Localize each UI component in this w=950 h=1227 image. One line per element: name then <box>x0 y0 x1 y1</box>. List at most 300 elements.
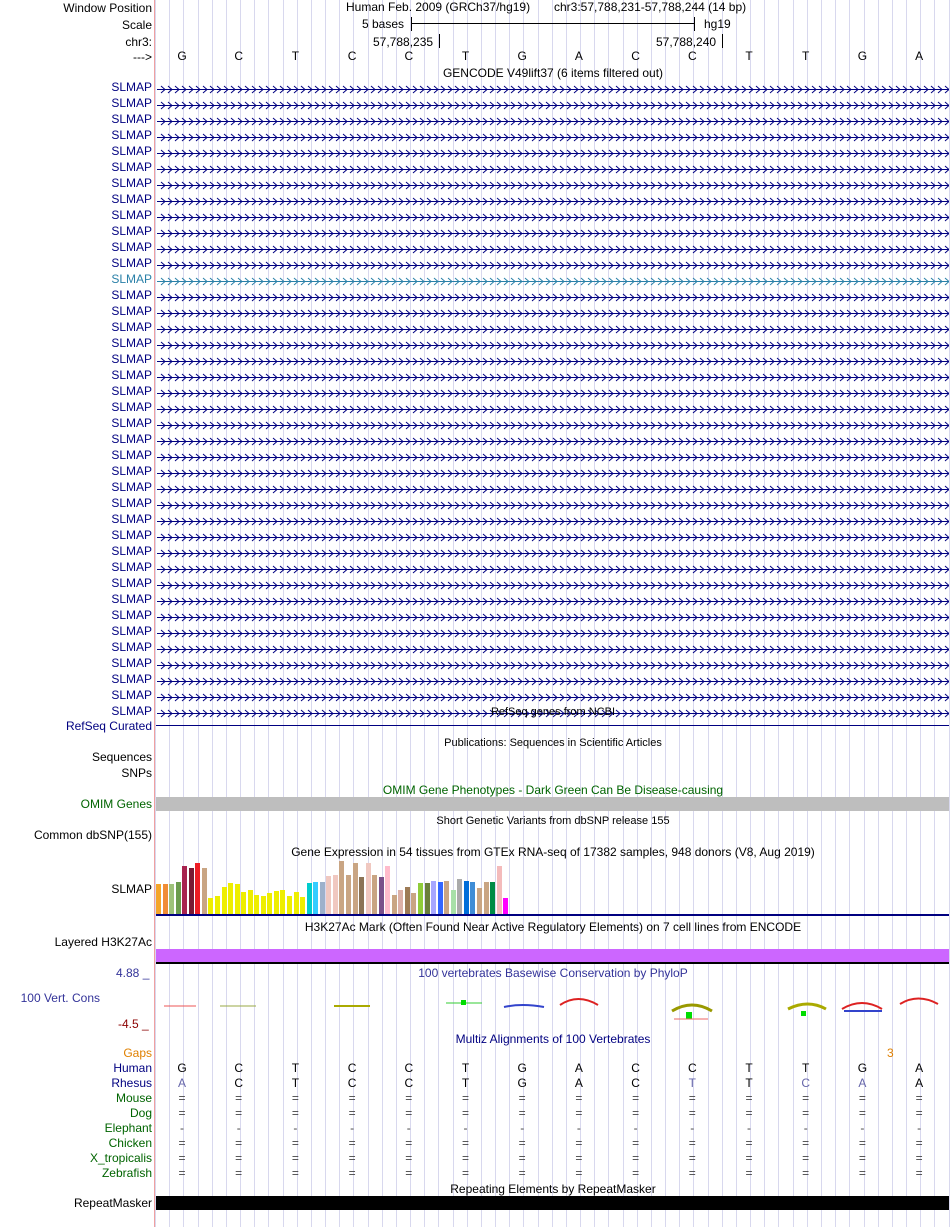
gencode-item-label[interactable]: SLMAP <box>111 464 152 478</box>
multiz-base: = <box>348 1106 356 1120</box>
multiz-base: = <box>802 1136 810 1150</box>
multiz-base: = <box>688 1151 696 1165</box>
multiz-base: - <box>917 1121 922 1135</box>
repeatmasker-label[interactable]: RepeatMasker <box>73 1196 152 1210</box>
gtex-tissue-bar[interactable] <box>339 861 344 914</box>
gencode-transcript[interactable] <box>157 163 949 172</box>
multiz-base: T <box>745 1076 753 1090</box>
multiz-base: = <box>575 1166 583 1180</box>
multiz-base: = <box>915 1106 923 1120</box>
gtex-tissue-bar[interactable] <box>189 868 194 914</box>
gencode-item-label[interactable]: SLMAP <box>111 304 152 318</box>
sequence-base: T <box>461 49 470 63</box>
sequence-base: T <box>745 49 753 63</box>
gencode-transcript[interactable] <box>157 435 949 444</box>
gtex-tissue-bar[interactable] <box>176 882 181 914</box>
multiz-track-title[interactable]: Multiz Alignments of 100 Vertebrates <box>455 1032 651 1046</box>
gtex-tissue-bar[interactable] <box>444 881 449 914</box>
gencode-item-label[interactable]: SLMAP <box>111 176 152 190</box>
multiz-base: = <box>348 1136 356 1150</box>
gaps-label[interactable]: Gaps <box>123 1046 152 1060</box>
gencode-item-label[interactable]: SLMAP <box>111 224 152 238</box>
gtex-tissue-bar[interactable] <box>405 887 410 914</box>
multiz-base: = <box>745 1091 753 1105</box>
multiz-base: = <box>461 1091 469 1105</box>
gencode-item-label[interactable]: SLMAP <box>111 560 152 574</box>
scale-bar <box>411 23 695 24</box>
gencode-item-label[interactable]: SLMAP <box>111 656 152 670</box>
cons-mark-5 <box>504 1005 544 1007</box>
gtex-tissue-bar[interactable] <box>215 896 220 914</box>
gencode-item-label[interactable]: SLMAP <box>111 624 152 638</box>
multiz-base: = <box>688 1136 696 1150</box>
multiz-base: C <box>404 1061 414 1075</box>
omim-bar[interactable] <box>156 797 949 811</box>
multiz-base: = <box>348 1151 356 1165</box>
multiz-base: - <box>350 1121 355 1135</box>
gencode-item-label[interactable]: SLMAP <box>111 112 152 126</box>
multiz-base: = <box>405 1166 413 1180</box>
gtex-tissue-bar[interactable] <box>497 866 502 914</box>
conservation-track-title[interactable]: 100 vertebrates Basewise Conservation by PhyloP <box>418 966 688 980</box>
cons-mark-7 <box>672 1005 712 1011</box>
h3k27ac-label[interactable]: Layered H3K27Ac <box>54 935 152 949</box>
multiz-base: T <box>688 1076 696 1090</box>
multiz-base: = <box>178 1106 186 1120</box>
gencode-item-label[interactable]: SLMAP <box>111 704 152 718</box>
sequence-base: T <box>291 49 300 63</box>
multiz-base: A <box>574 1076 583 1090</box>
multiz-base: T <box>291 1076 300 1090</box>
multiz-species-label[interactable]: Zebrafish <box>101 1166 152 1180</box>
gencode-transcript[interactable] <box>157 643 949 652</box>
gtex-tissue-bar[interactable] <box>333 875 338 914</box>
gencode-transcript[interactable] <box>157 83 949 92</box>
scale-text: 5 bases <box>362 17 405 31</box>
multiz-base: A <box>574 1061 583 1075</box>
multiz-base: = <box>802 1151 810 1165</box>
db-label: hg19 <box>704 17 731 31</box>
assembly-title: Human Feb. 2009 (GRCh37/hg19) <box>346 0 531 14</box>
gtex-bar-chart[interactable] <box>156 860 556 914</box>
multiz-base: G <box>857 1061 868 1075</box>
gtex-tissue-bar[interactable] <box>307 883 312 914</box>
gencode-item-label[interactable]: SLMAP <box>111 544 152 558</box>
multiz-base: = <box>461 1106 469 1120</box>
multiz-base: = <box>178 1091 186 1105</box>
multiz-base: - <box>690 1121 695 1135</box>
multiz-species-label[interactable]: Elephant <box>104 1121 152 1135</box>
multiz-base: = <box>915 1136 923 1150</box>
gtex-tissue-bar[interactable] <box>320 882 325 914</box>
multiz-base: = <box>178 1151 186 1165</box>
gencode-item-label[interactable]: SLMAP <box>111 688 152 702</box>
multiz-species-label[interactable]: Rhesus <box>111 1076 152 1090</box>
multiz-base: = <box>858 1106 866 1120</box>
gencode-transcript[interactable] <box>157 627 949 636</box>
gencode-transcript[interactable] <box>157 179 949 188</box>
multiz-base: - <box>860 1121 865 1135</box>
multiz-base: = <box>575 1091 583 1105</box>
repeatmasker-bar[interactable] <box>156 1196 949 1210</box>
gencode-transcript[interactable] <box>157 483 949 492</box>
gencode-item-label[interactable]: SLMAP <box>111 640 152 654</box>
gencode-item-label[interactable]: SLMAP <box>111 336 152 350</box>
multiz-base: = <box>518 1166 526 1180</box>
gtex-track-title[interactable]: Gene Expression in 54 tissues from GTEx RNA-seq of 17382 samples, 948 donors (V8, Aug 2019) <box>291 845 815 859</box>
multiz-base: A <box>858 1076 867 1090</box>
gtex-tissue-bar[interactable] <box>182 866 187 914</box>
multiz-base: T <box>461 1061 470 1075</box>
multiz-base: = <box>348 1091 356 1105</box>
gencode-item-label[interactable]: SLMAP <box>111 592 152 606</box>
multiz-base: = <box>405 1106 413 1120</box>
publications-snps-label[interactable]: SNPs <box>121 766 152 780</box>
gtex-tissue-bar[interactable] <box>326 876 331 914</box>
gtex-tissue-bar[interactable] <box>418 883 423 914</box>
gtex-tissue-bar[interactable] <box>195 863 200 914</box>
gtex-tissue-bar[interactable] <box>222 887 227 914</box>
gencode-transcript[interactable] <box>157 275 949 284</box>
multiz-base: = <box>688 1091 696 1105</box>
gencode-transcript[interactable] <box>157 307 949 316</box>
multiz-base: = <box>235 1106 243 1120</box>
gencode-item-label[interactable]: SLMAP <box>111 192 152 206</box>
scale-label: Scale <box>121 18 152 32</box>
gencode-transcript[interactable] <box>157 387 949 396</box>
gencode-transcript[interactable] <box>157 355 949 364</box>
multiz-base: - <box>747 1121 751 1135</box>
conservation-max: 4.88 _ <box>116 966 150 980</box>
gencode-item-label[interactable]: SLMAP <box>111 672 152 686</box>
cons-mark-7-dot <box>686 1012 692 1019</box>
multiz-base: = <box>235 1091 243 1105</box>
gencode-item-label[interactable]: SLMAP <box>111 96 152 110</box>
gencode-transcript[interactable] <box>157 451 949 460</box>
multiz-base: = <box>405 1151 413 1165</box>
gencode-item-label[interactable]: SLMAP <box>111 480 152 494</box>
multiz-base: = <box>802 1106 810 1120</box>
gencode-transcript[interactable] <box>157 147 949 156</box>
gencode-item-label[interactable]: SLMAP <box>111 352 152 366</box>
gencode-transcript[interactable] <box>157 195 949 204</box>
h3k27ac-track-title[interactable]: H3K27Ac Mark (Often Found Near Active Regulatory Elements) on 7 cell lines from ENCODE <box>304 920 802 934</box>
multiz-base: = <box>745 1166 753 1180</box>
sequence-base: C <box>687 49 697 63</box>
h3k27ac-signal[interactable] <box>156 949 949 962</box>
gencode-transcript[interactable] <box>157 611 949 620</box>
multiz-base: = <box>178 1166 186 1180</box>
gtex-tissue-bar[interactable] <box>274 891 279 914</box>
gencode-item-label[interactable]: SLMAP <box>111 448 152 462</box>
multiz-base: = <box>858 1091 866 1105</box>
gencode-transcript[interactable] <box>157 595 949 604</box>
gtex-tissue-bar[interactable] <box>169 884 174 914</box>
cons-mark-8 <box>788 1004 826 1009</box>
multiz-base: T <box>461 1076 470 1090</box>
omim-track-title[interactable]: OMIM Gene Phenotypes - Dark Green Can Be Disease-causing <box>382 783 724 797</box>
gencode-item-label[interactable]: SLMAP <box>111 368 152 382</box>
multiz-base: C <box>801 1076 811 1090</box>
multiz-base: C <box>687 1061 697 1075</box>
gtex-tissue-bar[interactable] <box>484 882 489 914</box>
gencode-item-label[interactable]: SLMAP <box>111 432 152 446</box>
gencode-track-title[interactable]: GENCODE V49lift37 (6 items filtered out) <box>442 66 664 80</box>
multiz-base: = <box>178 1136 186 1150</box>
gtex-tissue-bar[interactable] <box>294 892 299 914</box>
gencode-item-label[interactable]: SLMAP <box>111 160 152 174</box>
coord-left: 57,788,235 <box>373 35 434 49</box>
gencode-item-label[interactable]: SLMAP <box>111 608 152 622</box>
cons-mark-6 <box>560 999 598 1005</box>
gtex-tissue-bar[interactable] <box>353 863 358 914</box>
multiz-base: = <box>802 1166 810 1180</box>
multiz-base: = <box>688 1166 696 1180</box>
multiz-base: - <box>803 1121 808 1135</box>
publications-track-title[interactable]: Publications: Sequences in Scientific Articles <box>444 737 662 749</box>
multiz-base: G <box>177 1061 187 1075</box>
multiz-base: = <box>405 1091 413 1105</box>
gencode-item-label[interactable]: SLMAP <box>111 240 152 254</box>
sequence-base: A <box>915 49 924 63</box>
multiz-base: = <box>688 1106 696 1120</box>
gtex-tissue-bar[interactable] <box>208 898 213 914</box>
gtex-tissue-bar[interactable] <box>287 896 292 914</box>
multiz-base: = <box>858 1136 866 1150</box>
gtex-baseline <box>156 914 949 916</box>
gencode-transcript[interactable] <box>157 547 949 556</box>
gencode-transcript[interactable] <box>157 531 949 540</box>
gencode-transcript[interactable] <box>157 403 949 412</box>
dbsnp-label[interactable]: Common dbSNP(155) <box>33 828 152 842</box>
gencode-transcript[interactable] <box>157 339 949 348</box>
multiz-base: = <box>632 1091 640 1105</box>
multiz-species-label[interactable]: Chicken <box>108 1136 152 1150</box>
gencode-item-label[interactable]: SLMAP <box>111 384 152 398</box>
gencode-item-label[interactable]: SLMAP <box>111 288 152 302</box>
strand-arrow-label: ---> <box>133 50 152 64</box>
multiz-base: = <box>461 1151 469 1165</box>
gtex-tissue-bar[interactable] <box>241 892 246 914</box>
gencode-transcript[interactable] <box>157 515 949 524</box>
multiz-base: T <box>745 1061 753 1075</box>
gencode-item-label[interactable]: SLMAP <box>111 128 152 142</box>
gtex-tissue-bar[interactable] <box>451 890 456 914</box>
multiz-base: = <box>518 1106 526 1120</box>
multiz-base: = <box>291 1151 299 1165</box>
gtex-tissue-bar[interactable] <box>156 884 161 914</box>
gtex-tissue-bar[interactable] <box>477 888 482 914</box>
multiz-base: = <box>405 1136 413 1150</box>
multiz-base: C <box>234 1076 244 1090</box>
multiz-species-label[interactable]: X_tropicalis <box>89 1151 152 1165</box>
gencode-transcript[interactable] <box>157 579 949 588</box>
gencode-transcript[interactable] <box>157 99 949 108</box>
multiz-base: C <box>347 1076 357 1090</box>
gencode-transcript[interactable] <box>157 563 949 572</box>
multiz-base: C <box>404 1076 414 1090</box>
gtex-tissue-bar[interactable] <box>411 893 416 914</box>
multiz-base: = <box>235 1166 243 1180</box>
gtex-tissue-bar[interactable] <box>470 882 475 914</box>
multiz-base: = <box>745 1136 753 1150</box>
window-position-value: chr3:57,788,231-57,788,244 (14 bp) <box>554 0 747 14</box>
multiz-species-label[interactable]: Mouse <box>115 1091 152 1105</box>
gtex-tissue-bar[interactable] <box>359 877 364 914</box>
multiz-species-label[interactable]: Dog <box>129 1106 152 1120</box>
multiz-base: = <box>858 1151 866 1165</box>
gtex-tissue-bar[interactable] <box>261 896 266 914</box>
multiz-base: = <box>291 1091 299 1105</box>
gencode-transcript[interactable] <box>157 291 949 300</box>
gencode-transcript[interactable] <box>157 419 949 428</box>
refseq-line <box>156 725 949 726</box>
sequence-base: A <box>574 49 583 63</box>
gencode-transcript[interactable] <box>157 499 949 508</box>
gtex-tissue-bar[interactable] <box>438 882 443 914</box>
multiz-base: = <box>632 1151 640 1165</box>
sequence-base: G <box>517 49 527 63</box>
multiz-base: G <box>517 1061 527 1075</box>
gencode-transcript[interactable] <box>157 691 949 700</box>
gtex-tissue-bar[interactable] <box>163 884 168 914</box>
gtex-tissue-bar[interactable] <box>254 895 259 914</box>
coord-left-tick <box>439 34 440 48</box>
gtex-tissue-bar[interactable] <box>346 875 351 914</box>
sequence-base: C <box>234 49 244 63</box>
gencode-item-label[interactable]: SLMAP <box>111 208 152 222</box>
multiz-base: - <box>520 1121 525 1135</box>
gencode-item-label[interactable]: SLMAP <box>111 416 152 430</box>
gencode-item-label[interactable]: SLMAP <box>111 528 152 542</box>
multiz-base: C <box>234 1061 244 1075</box>
multiz-base: = <box>632 1136 640 1150</box>
multiz-base: - <box>463 1121 468 1135</box>
sequence-base: C <box>347 49 357 63</box>
refseq-label[interactable]: RefSeq Curated <box>65 719 152 733</box>
gencode-item-label[interactable]: SLMAP <box>111 320 152 334</box>
gtex-tissue-bar[interactable] <box>425 883 430 914</box>
gencode-item-label[interactable]: SLMAP <box>111 512 152 526</box>
gencode-item-label[interactable]: SLMAP <box>111 144 152 158</box>
multiz-base: C <box>631 1076 640 1090</box>
cons-mark-10 <box>900 999 938 1005</box>
multiz-species-label[interactable]: Human <box>113 1061 152 1075</box>
gencode-item-label[interactable]: SLMAP <box>111 496 152 510</box>
gencode-item-label[interactable]: SLMAP <box>111 576 152 590</box>
gencode-transcript[interactable] <box>157 371 949 380</box>
gencode-transcript[interactable] <box>157 227 949 236</box>
multiz-base: = <box>575 1151 583 1165</box>
cons-mark-4-dot <box>461 1000 466 1005</box>
multiz-base: = <box>518 1151 526 1165</box>
conservation-plot[interactable] <box>156 995 950 1025</box>
gencode-transcript[interactable] <box>157 211 949 220</box>
gtex-tissue-bar[interactable] <box>379 877 384 914</box>
gencode-transcript[interactable] <box>157 659 949 668</box>
gtex-tissue-bar[interactable] <box>503 898 508 914</box>
sequence-base: T <box>802 49 810 63</box>
multiz-base: = <box>802 1091 810 1105</box>
gtex-tissue-bar[interactable] <box>248 890 253 914</box>
multiz-base: = <box>518 1136 526 1150</box>
gencode-transcript[interactable] <box>157 115 949 124</box>
multiz-base: = <box>348 1166 356 1180</box>
gtex-tissue-bar[interactable] <box>385 866 390 914</box>
gencode-transcript[interactable] <box>157 675 949 684</box>
gtex-tissue-bar[interactable] <box>228 883 233 914</box>
multiz-base: = <box>745 1151 753 1165</box>
sequence-base: G <box>177 49 187 63</box>
gtex-label[interactable]: SLMAP <box>111 882 152 896</box>
multiz-base: = <box>291 1106 299 1120</box>
gencode-transcript[interactable] <box>157 131 949 140</box>
gencode-item-label[interactable]: SLMAP <box>111 80 152 94</box>
multiz-base: = <box>575 1106 583 1120</box>
multiz-base: T <box>802 1061 810 1075</box>
multiz-base: = <box>915 1091 923 1105</box>
gtex-tissue-bar[interactable] <box>398 890 403 914</box>
multiz-base: - <box>236 1121 241 1135</box>
gtex-tissue-bar[interactable] <box>372 875 377 914</box>
multiz-base: A <box>915 1076 924 1090</box>
gencode-item-label[interactable]: SLMAP <box>111 400 152 414</box>
multiz-base: = <box>235 1136 243 1150</box>
multiz-base: - <box>406 1121 411 1135</box>
multiz-base: - <box>180 1121 184 1135</box>
repeatmasker-track-title[interactable]: Repeating Elements by RepeatMasker <box>450 1182 656 1196</box>
window-position-label: Window Position <box>63 1 152 15</box>
gencode-transcript[interactable] <box>157 467 949 476</box>
gtex-tissue-bar[interactable] <box>366 863 371 914</box>
gencode-transcript[interactable] <box>157 259 949 268</box>
dbsnp-track-title[interactable]: Short Genetic Variants from dbSNP release 155 <box>436 815 670 827</box>
gencode-item-label[interactable]: SLMAP <box>111 272 152 286</box>
publications-sequences-label[interactable]: Sequences <box>91 750 152 764</box>
multiz-base: = <box>235 1151 243 1165</box>
conservation-label[interactable]: 100 Vert. Cons <box>20 991 100 1005</box>
gencode-item-label[interactable]: SLMAP <box>111 256 152 270</box>
multiz-base: G <box>517 1076 527 1090</box>
multiz-base: = <box>575 1136 583 1150</box>
gtex-tissue-bar[interactable] <box>313 882 318 914</box>
gtex-tissue-bar[interactable] <box>300 897 305 914</box>
gtex-tissue-bar[interactable] <box>235 884 240 914</box>
gtex-tissue-bar[interactable] <box>490 882 495 914</box>
gtex-tissue-bar[interactable] <box>267 893 272 914</box>
multiz-base: A <box>915 1061 924 1075</box>
gtex-tissue-bar[interactable] <box>280 890 285 914</box>
omim-label[interactable]: OMIM Genes <box>80 797 152 811</box>
gencode-transcript[interactable] <box>157 243 949 252</box>
scale-bar-right-tick <box>694 17 695 31</box>
gaps-value: 3 <box>887 1046 894 1060</box>
multiz-base: = <box>291 1136 299 1150</box>
coord-right-tick <box>722 34 723 48</box>
multiz-base: = <box>461 1136 469 1150</box>
gtex-tissue-bar[interactable] <box>464 881 469 914</box>
gtex-tissue-bar[interactable] <box>431 881 436 914</box>
multiz-base: = <box>745 1106 753 1120</box>
h3k27ac-baseline <box>156 962 949 964</box>
gtex-tissue-bar[interactable] <box>392 895 397 914</box>
multiz-base: = <box>858 1166 866 1180</box>
refseq-track-title[interactable]: RefSeq genes from NCBI <box>490 706 616 718</box>
sequence-base: G <box>857 49 868 63</box>
gtex-tissue-bar[interactable] <box>457 879 462 914</box>
gencode-transcript[interactable] <box>157 323 949 332</box>
gtex-tissue-bar[interactable] <box>202 868 207 914</box>
